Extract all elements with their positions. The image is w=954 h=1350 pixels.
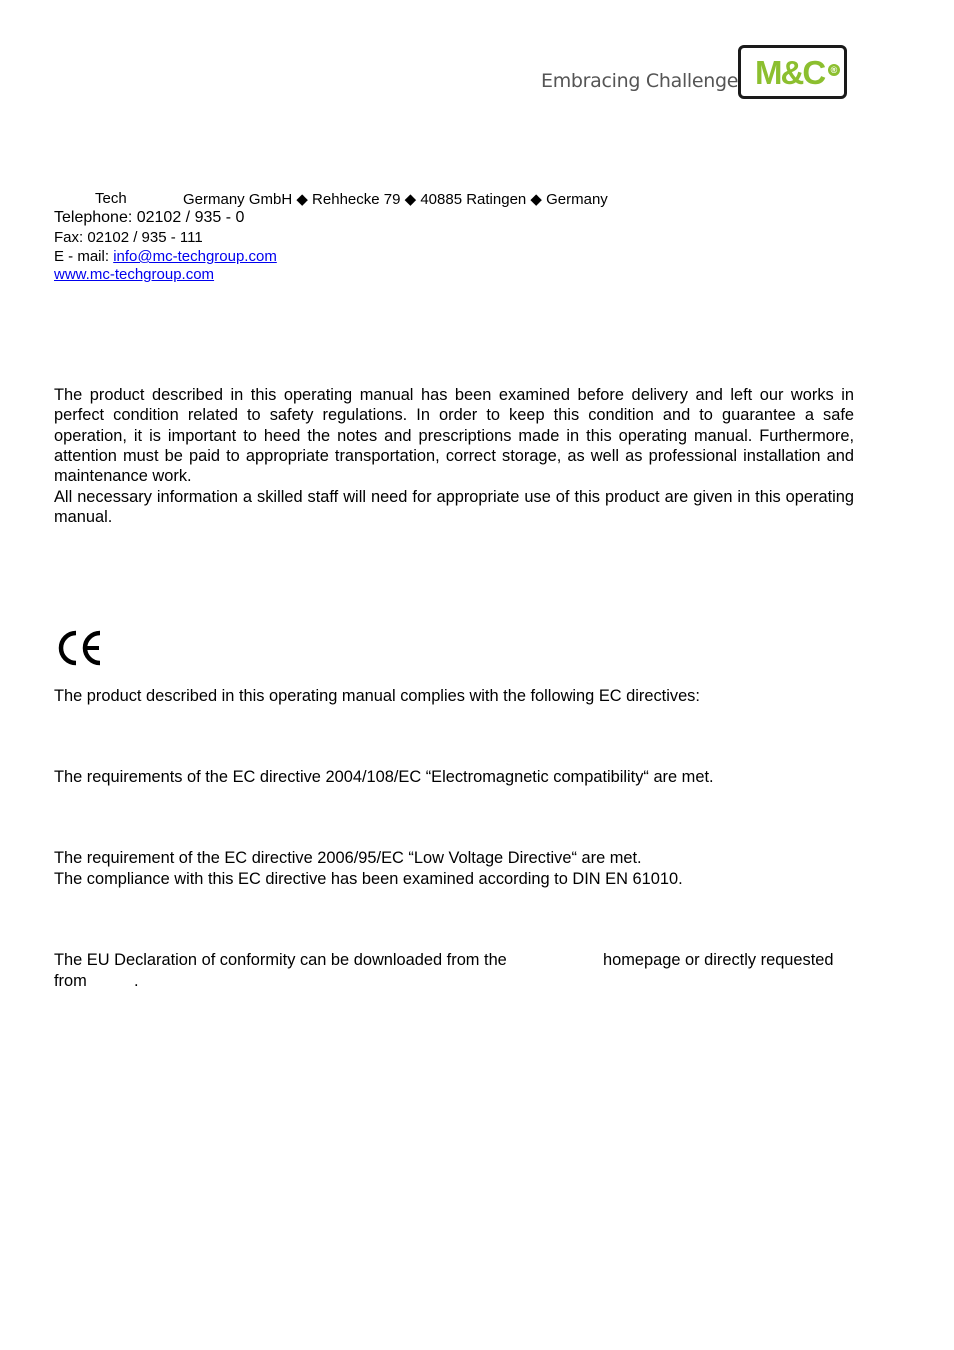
declaration-text-1: The EU Declaration of conformity can be downloaded from the	[54, 951, 507, 969]
email-label: E - mail:	[54, 248, 114, 265]
declaration-text-3: from	[54, 972, 87, 990]
lvd-compliance: The compliance with this EC directive has been examined according to DIN EN 61010.	[54, 870, 683, 888]
logo-text: M&C	[755, 54, 825, 91]
lvd-directive: The requirement of the EC directive 2006/95/EC “Low Voltage Directive“ are met.	[54, 849, 642, 867]
declaration-end: .	[134, 972, 139, 990]
registered-mark: ®	[828, 64, 840, 76]
email-line	[54, 248, 277, 265]
telephone: Telephone: 02102 / 935 - 0	[54, 209, 245, 226]
address-line	[95, 190, 608, 208]
declaration-text-2: homepage or directly requested	[603, 951, 834, 969]
intro-paragraph-1: The product described in this operating manual has been examined before delivery and left our works in perfect condition related to safety regulations. In order to keep this condition and to guarantee a safe operation, it is important to heed the notes and prescriptions made in this operating manual. Furthermore, attention must be paid to appropriate transportation, correct storage, as well as professional installation and maintenance work.	[54, 386, 854, 486]
company-logo	[738, 45, 847, 99]
conformity-statement: The product described in this operating manual complies with the following EC directives:	[54, 687, 700, 705]
emc-directive: The requirements of the EC directive 2004/108/EC “Electromagnetic compatibility“ are met.	[54, 768, 714, 786]
ce-mark-icon	[54, 629, 104, 667]
website-link[interactable]: www.mc-techgroup.com	[54, 266, 215, 283]
intro-paragraph-2: All necessary information a skilled staff will need for appropriate use of this product are given in this operating manual.	[54, 488, 854, 527]
tagline: Embracing Challenge	[541, 70, 739, 92]
address-tech: Tech	[95, 190, 127, 207]
email-link[interactable]: info@mc-techgroup.com	[113, 248, 277, 265]
address-company: Germany GmbH ◆ Rehhecke 79 ◆ 40885 Ratingen ◆ Germany	[183, 191, 608, 208]
fax: Fax: 02102 / 935 - 111	[54, 229, 203, 246]
